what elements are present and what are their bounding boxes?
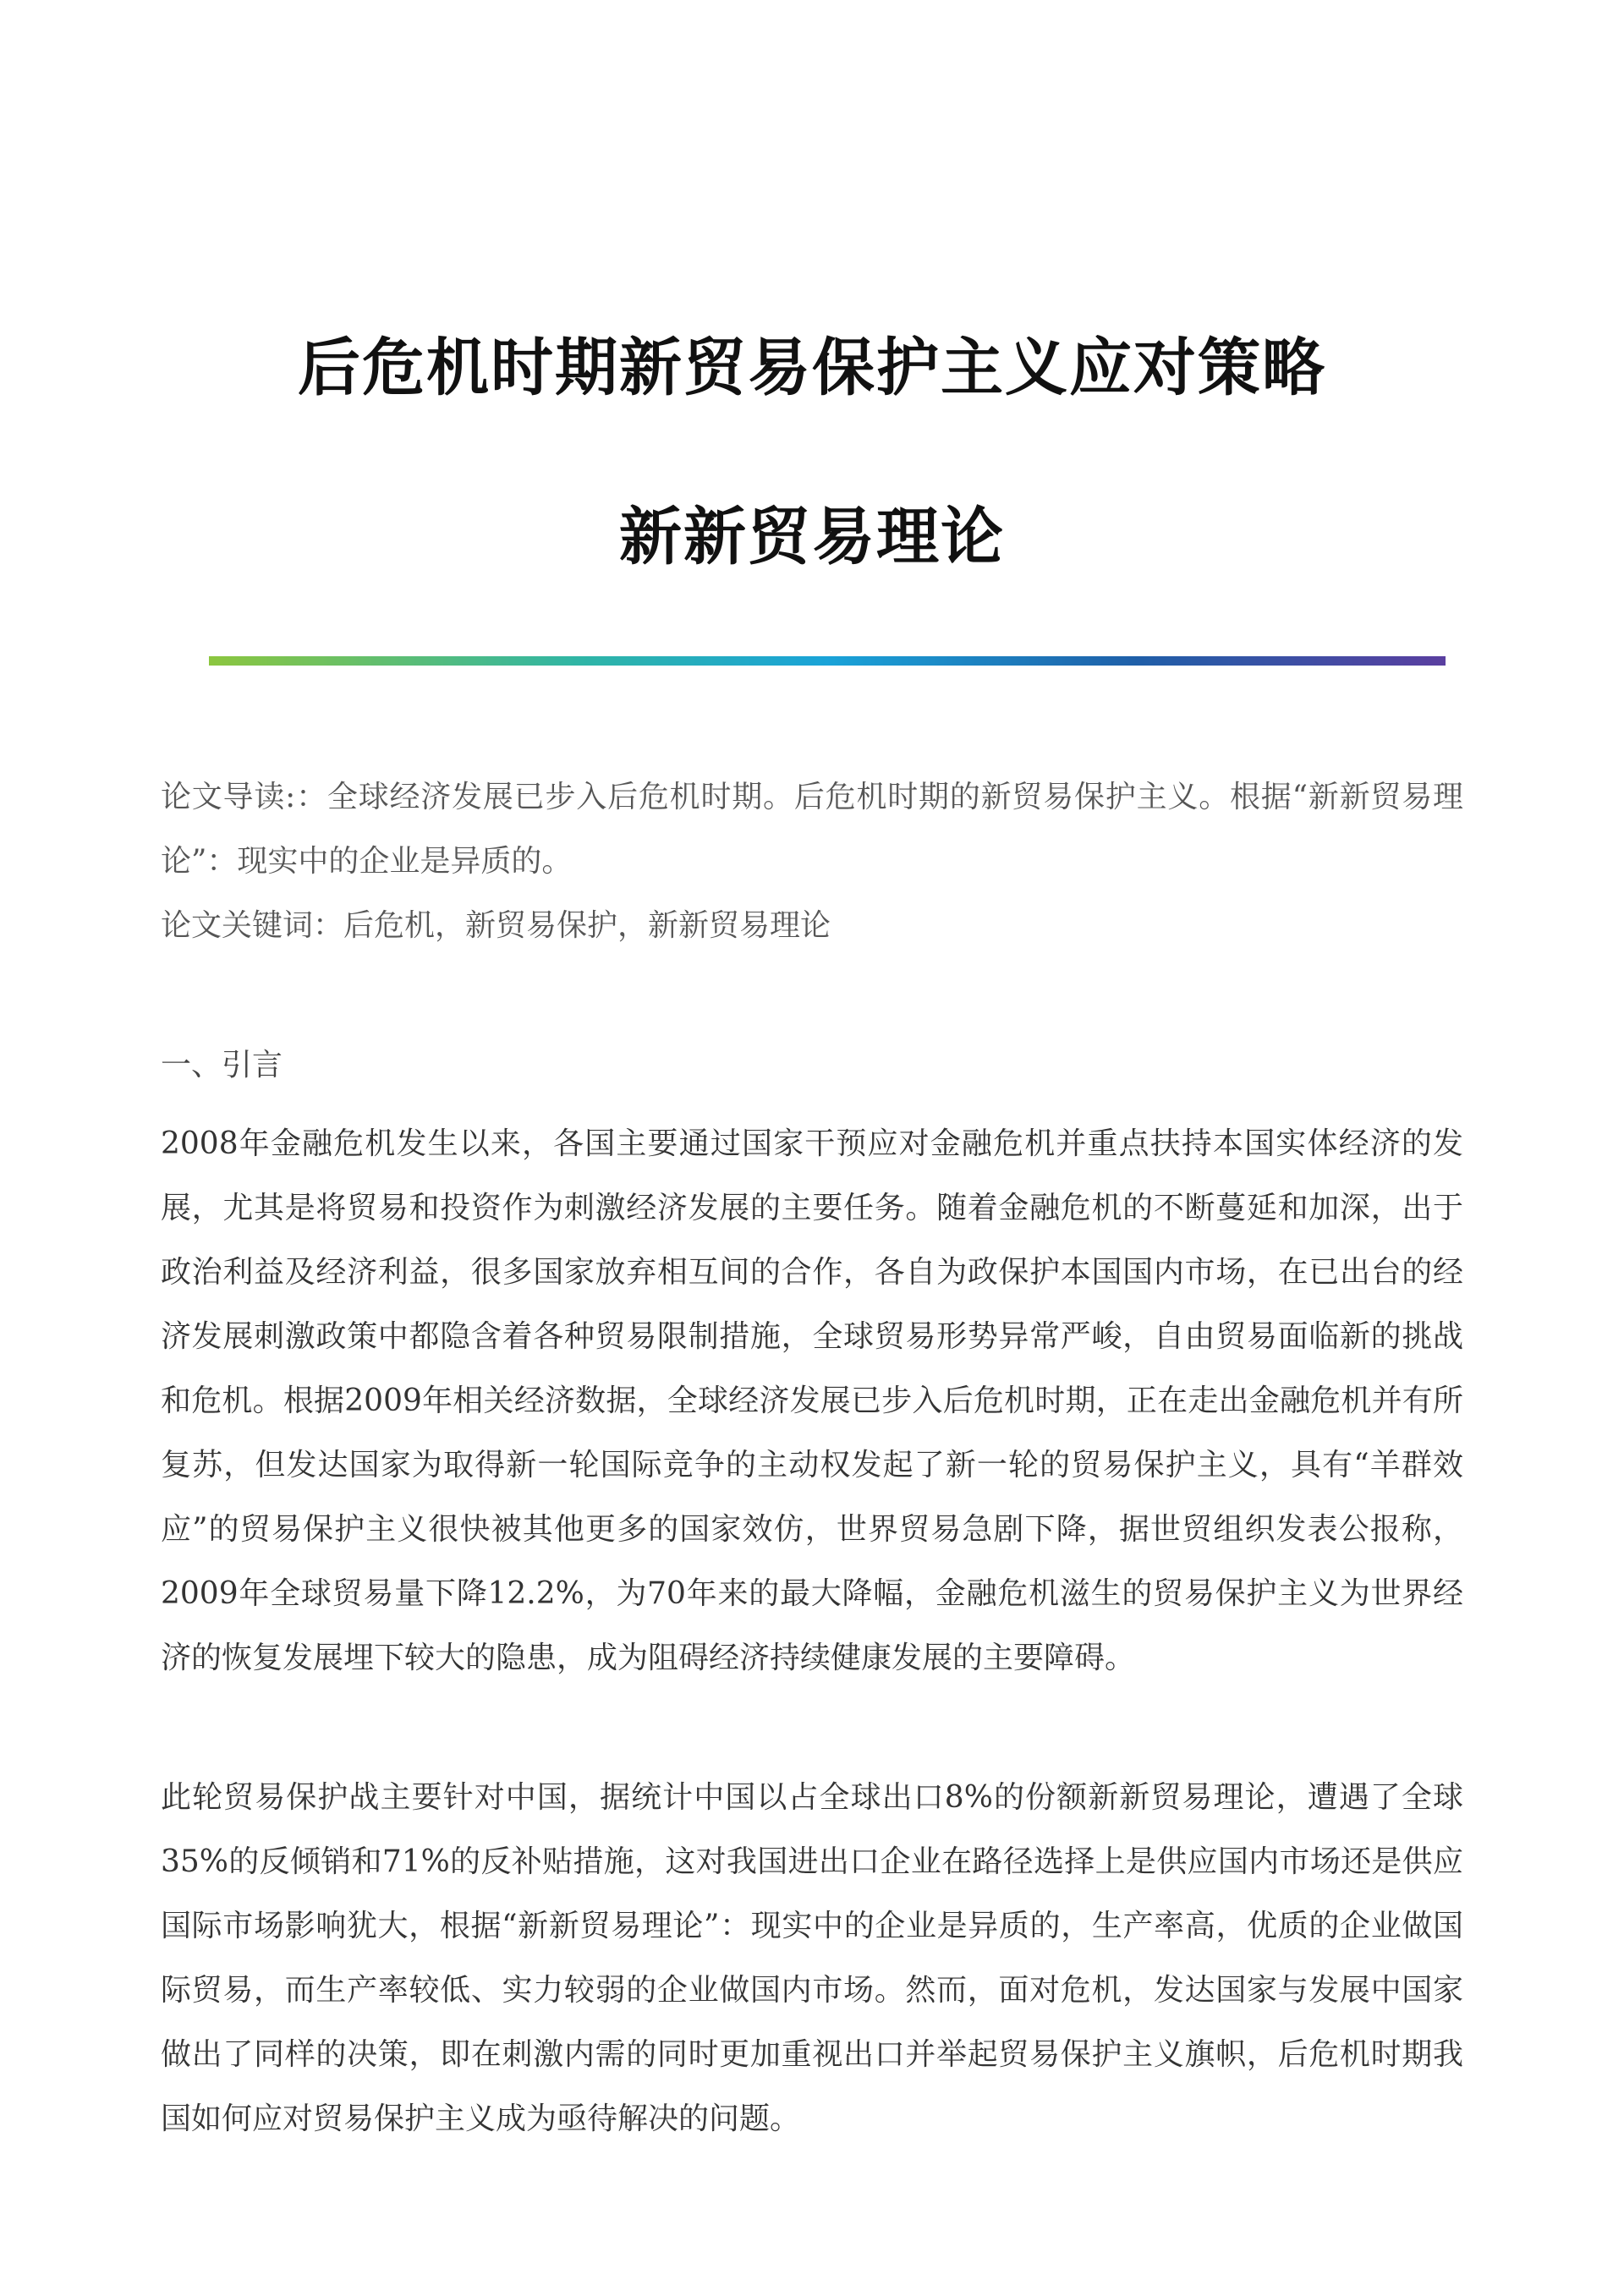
document-subtitle: 新新贸易理论 bbox=[619, 501, 1005, 573]
body-paragraph-1: 2008年金融危机发生以来，各国主要通过国家干预应对金融危机并重点扶持本国实体经济的发展，尤其是将贸易和投资作为刺激经济发展的主要任务。随着金融危机的不断蔓延和加深，出于政治利益及经济利益，很多国家放弃相互间的合作，各自为政保护本国国内市场，在已出台的经济发展刺激政策中都隐含着各种贸易限制措施，全球贸易形势异常严峻，自由贸易面临新的挑战和危机。根据2009年相关经济数据，全球经济发展已步入后危机时期，正在走出金融危机并有所复苏，但发达国家为取得新一轮国际竞争的主动权发起了新一轮的贸易保护主义，具有“羊群效应”的贸易保护主义很快被其他更多的国家效仿，世界贸易急剧下降，据世贸组织发表公报称，2009年全球贸易量下降12.2%，为70年来的最大降幅，金融危机滋生的贸易保护主义为世界经济的恢复发展埋下较大的隐患，成为阻碍经济持续健康发展的主要障碍。 bbox=[161, 1126, 1463, 1675]
section-heading: 一、引言 bbox=[161, 1048, 283, 1082]
document-title: 后危机时期新贸易保护主义应对策略 bbox=[298, 332, 1326, 404]
body-paragraph-2: 此轮贸易保护战主要针对中国，据统计中国以占全球出口8%的份额新新贸易理论，遭遇了全球35%的反倾销和71%的反补贴措施，这对我国进出口企业在路径选择上是供应国内市场还是供应国际市场影响犹大，根据“新新贸易理论”：现实中的企业是异质的，生产率高，优质的企业做国际贸易，而生产率较低、实力较弱的企业做国内市场。然而，面对危机，发达国家与发展中国家做出了同样的决策，即在刺激内需的同时更加重视出口并举起贸易保护主义旗帜，后危机时期我国如何应对贸易保护主义成为亟待解决的问题。 bbox=[161, 1780, 1463, 2136]
gradient-divider bbox=[209, 656, 1446, 666]
intro-paragraph: 论文导读:：全球经济发展已步入后危机时期。后危机时期的新贸易保护主义。根据“新新贸易理论”：现实中的企业是异质的。 bbox=[161, 780, 1463, 879]
keywords-line: 论文关键词：后危机，新贸易保护，新新贸易理论 bbox=[161, 908, 831, 943]
